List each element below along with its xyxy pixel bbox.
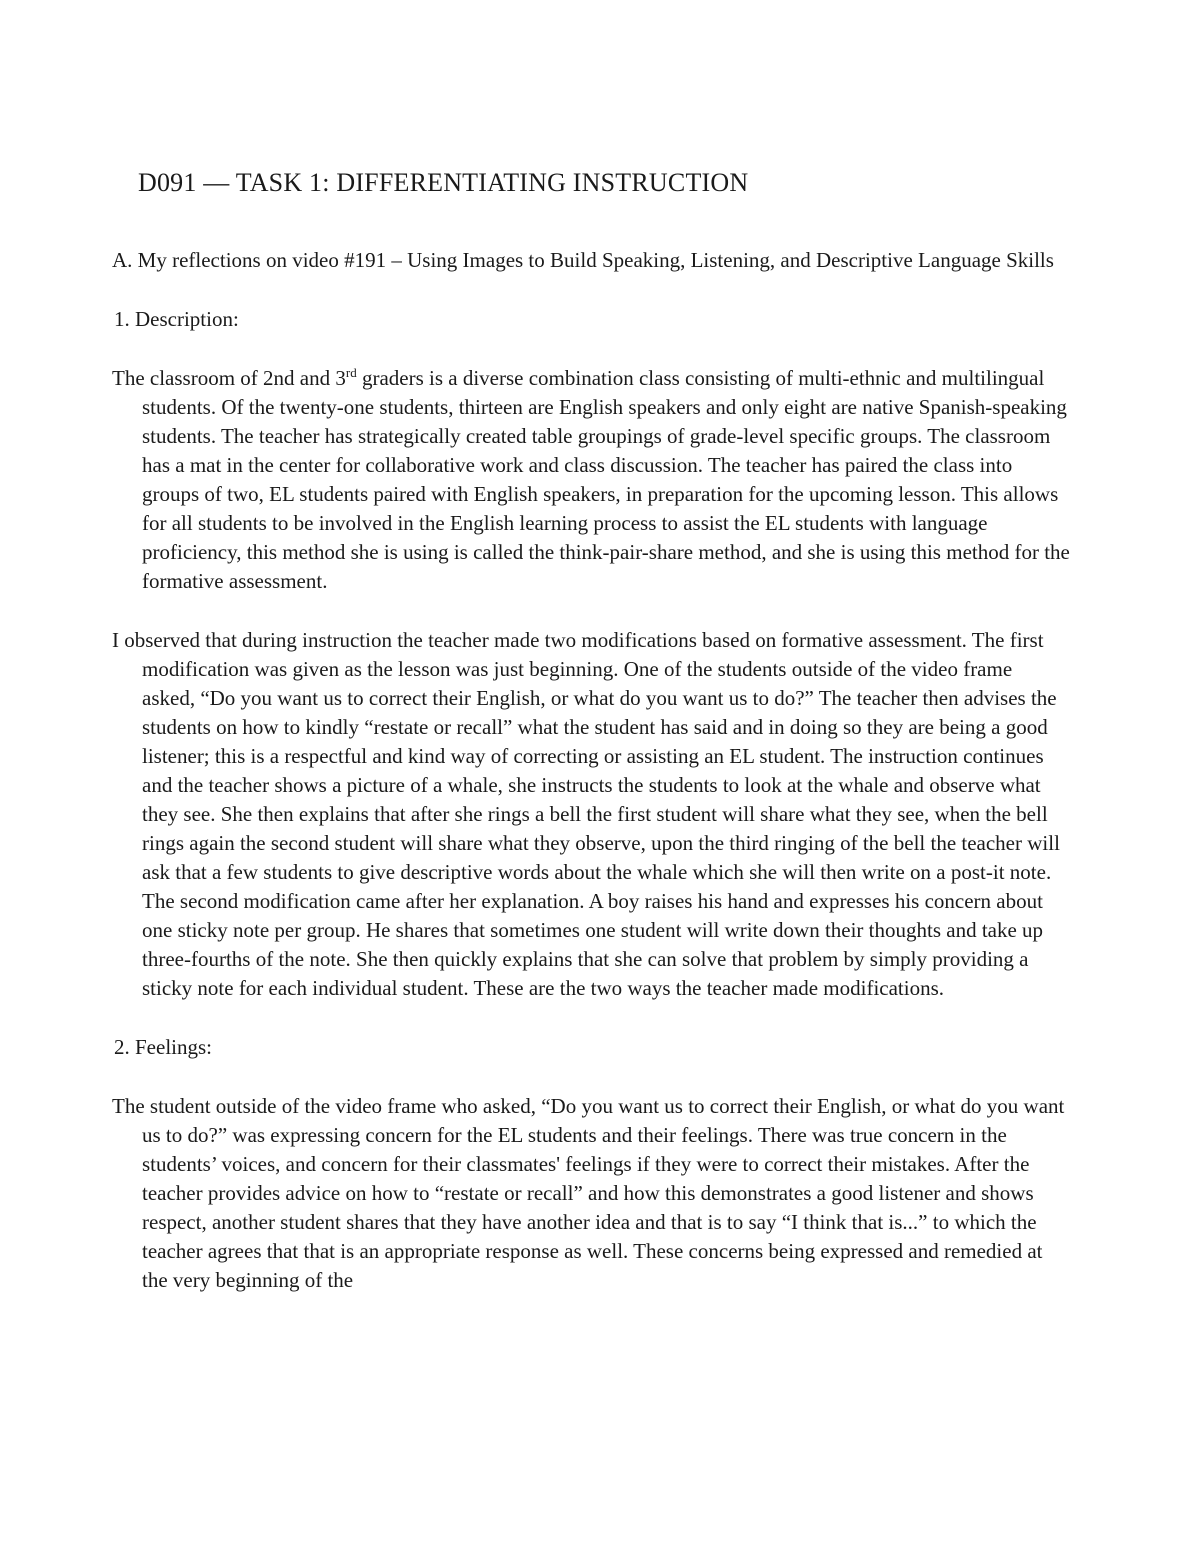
heading-feelings: 2. Feelings: <box>114 1035 212 1059</box>
superscript-rd: rd <box>345 365 357 380</box>
document-title: D091 — TASK 1: DIFFERENTIATING INSTRUCTION <box>138 168 749 197</box>
paragraph-description-start: The classroom of 2nd and 3 <box>112 366 346 390</box>
heading-description: 1. Description: <box>114 307 239 331</box>
paragraph-feelings: The student outside of the video frame who asked, “Do you want us to correct their English, or what do you want us to do?” was expressing concern for the EL students and their feelings. There was true concern in the students’ voices, and concern for their classmates' feelings if they were to correct their mistakes. After the teacher provides advice on how to “restate or recall” and how this demonstrates a good listener and shows respect, another student shares that they have another idea and that is to say “I think that is...” to which the teacher agrees that that is an appropriate response as well. These concerns being expressed and remedied at the very beginning of the <box>112 1094 1065 1292</box>
paragraph-description-rest: graders is a diverse combination class consisting of multi-ethnic and multilingual students. Of the twenty-one students, thirteen are English speakers and only eight are native Spanish-speaking students. The teacher has strategically created table groupings of grade-level specific groups. The classroom has a mat in the center for collaborative work and class discussion. The teacher has paired the class into groups of two, EL students paired with English speakers, in preparation for the upcoming lesson. This allows for all students to be involved in the English learning process to assist the EL students with language proficiency, this method she is using is called the think-pair-share method, and she is using this method for the formative assessment. <box>142 366 1070 593</box>
paragraph-description <box>112 364 1070 596</box>
paragraph-observations: I observed that during instruction the teacher made two modifications based on formative assessment. The first modification was given as the lesson was just beginning. One of the students outside of the video frame asked, “Do you want us to correct their English, or what do you want us to do?” The teacher then advises the students on how to kindly “restate or recall” what the student has said and in doing so they are being a good listener; this is a respectful and kind way of correcting or assisting an EL student. The instruction continues and the teacher shows a picture of a whale, she instructs the students to look at the whale and observe what they see. She then explains that after she rings a bell the first student will share what they see, when the bell rings again the second student will share what they observe, upon the third ringing of the bell the teacher will ask that a few students to give descriptive words about the whale which she will then write on a post-it note. The second modification came after her explanation. A boy raises his hand and expresses his concern about one sticky note per group. He shares that sometimes one student will write down their thoughts and take up three-fourths of the note. She then quickly explains that she can solve that problem by simply providing a sticky note for each individual student. These are the two ways the teacher made modifications. <box>112 628 1060 1000</box>
section-a-intro: A. My reflections on video #191 – Using Images to Build Speaking, Listening, and Descriptive Language Skills <box>112 248 1054 272</box>
